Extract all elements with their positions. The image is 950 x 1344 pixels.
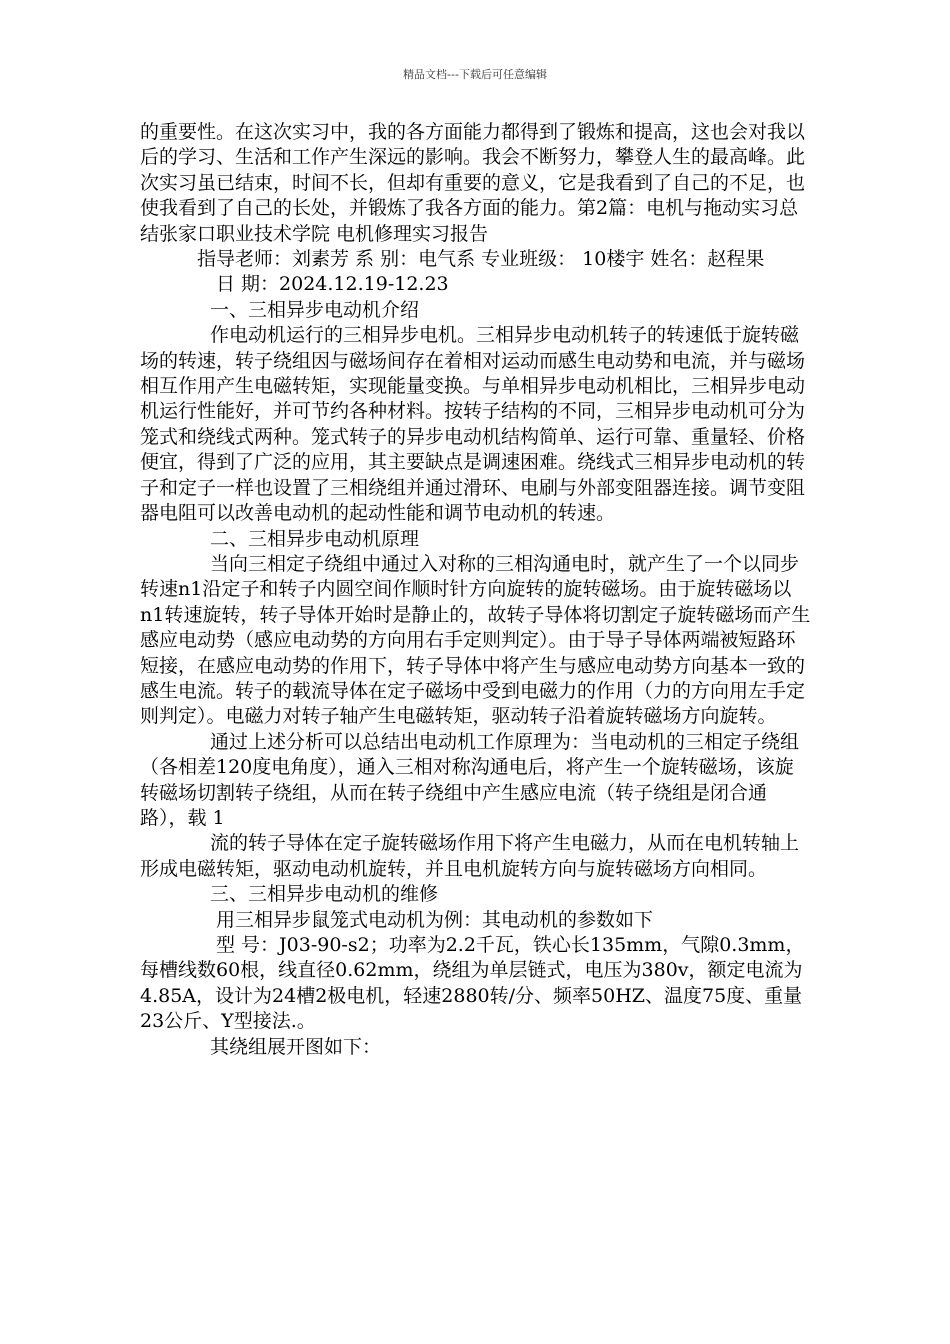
paragraph-principle-summary: 通过上述分析可以总结出电动机工作原理为：当电动机的三相定子绕组（各相差120度电角度），通入三相对称沟通电后，将产生一个旋转磁场，该旋转磁场切割转子绕组，从而在转子绕组中产生感应电流（转子绕组是闭合通路），载 1 xyxy=(140,730,800,829)
paragraph-intro: 的重要性。在这次实习中，我的各方面能力都得到了锻炼和提高，这也会对我以后的学习、生活和工作产生深远的影响。我会不断努力，攀登人生的最高峰。此次实习虽已结束，时间不长，但却有重要的意义，它是我看到了自己的不足，也使我看到了自己的长处，并锻炼了我各方面的能力。第2篇：电机与拖动实习总结张家口职业技术学院 电机修理实习报告 xyxy=(140,121,806,245)
paragraph-winding-diagram: 其绕组展开图如下： xyxy=(210,1035,382,1058)
section-heading-1: 一、三相异步电动机介绍 xyxy=(210,298,420,321)
paragraph-advisor-info: 指导老师：刘素芳 系 别：电气系 专业班级： 10楼宇 姓名：赵程果 xyxy=(197,248,765,271)
paragraph-example: 用三相异步鼠笼式电动机为例：其电动机的参数如下 xyxy=(216,908,654,931)
section-heading-3: 三、三相异步电动机的维修 xyxy=(210,883,439,906)
paragraph-motor-principle: 当向三相定子绕组中通过入对称的三相沟通电时，就产生了一个以同步转速n1沿定子和转子内圆空间作顺时针方向旋转的旋转磁场。由于旋转磁场以n1转速旋转，转子导体开始时是静止的，故转子导体将切割定子旋转磁场而产生感应电动势（感应电动势的方向用右手定则判定）。由于导子导体两端被短路环短接，在感应电动势的作用下，转子导体中将产生与感应电动势方向基本一致的感生电流。转子的载流导体在定子磁场中受到电磁力的作用（力的方向用左手定则判定）。电磁力对转子轴产生电磁转矩，驱动转子沿着旋转磁场方向旋转。 xyxy=(140,552,811,728)
paragraph-specs: 型 号：J03-90-s2；功率为2.2千瓦，铁心长135mm，气隙0.3mm，每槽线数60根，线直径0.62mm，绕组为单层链式，电压为380v，额定电流为4.85A，设计为24槽2极电机，轻速2880转/分、频率50HZ、温度75度、重量23公斤、Y型接法.。 xyxy=(140,934,805,1033)
page-header: 精品文档---下载后可任意编辑 xyxy=(403,68,547,81)
paragraph-principle-continued: 流的转子导体在定子旋转磁场作用下将产生电磁力，从而在电机转轴上形成电磁转矩，驱动电动机旋转，并且电机旋转方向与旋转磁场方向相同。 xyxy=(140,832,800,880)
paragraph-motor-intro: 作电动机运行的三相异步电机。三相异步电动机转子的转速低于旋转磁场的转速，转子绕组因与磁场间存在着相对运动而感生电动势和电流，并与磁场相互作用产生电磁转矩，实现能量变换。与单相异步电动机相比，三相异步电动机运行性能好，并可节约各种材料。按转子结构的不同，三相异步电动机可分为笼式和绕线式两种。笼式转子的异步电动机结构简单、运行可靠、重量轻、价格便宜，得到了广泛的应用，其主要缺点是调速困难。绕线式三相异步电动机的转子和定子一样也设置了三相绕组并通过滑环、电刷与外部变阻器连接。调节变阻器电阻可以改善电动机的起动性能和调节电动机的转速。 xyxy=(140,324,806,525)
section-heading-2: 二、三相异步电动机原理 xyxy=(210,527,420,550)
document-body xyxy=(140,120,812,1060)
paragraph-date: 日 期：2024.12.19-12.23 xyxy=(216,273,449,296)
